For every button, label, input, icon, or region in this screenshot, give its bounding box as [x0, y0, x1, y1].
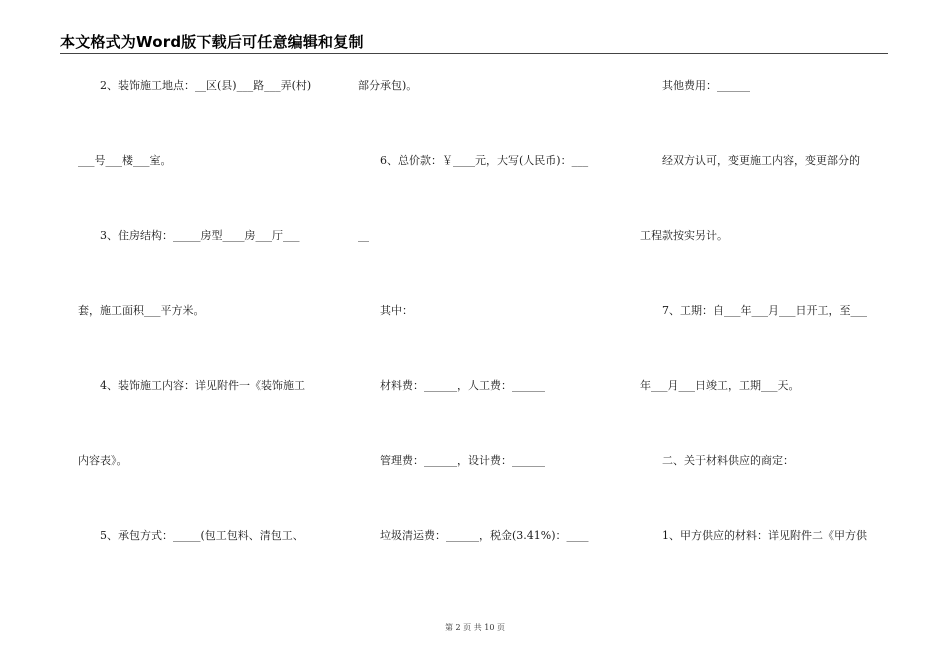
text-line: 2、装饰施工地点：__区(县)___路___弄(村) — [100, 79, 312, 92]
text-line: 其他费用：______ — [662, 79, 750, 92]
text-line: 套，施工面积___平方米。 — [78, 304, 205, 317]
page-header — [60, 31, 888, 54]
text-line: 二、关于材料供应的商定： — [662, 454, 794, 467]
text-line: 工程款按实另计。 — [640, 229, 728, 242]
text-line: 1、甲方供应的材料：详见附件二《甲方供 — [662, 529, 867, 542]
text-line: 材料费：______，人工费：______ — [380, 379, 545, 392]
text-line: 7、工期：自___年___月___日开工，至___ — [662, 304, 867, 317]
text-line: 5、承包方式：_____(包工包料、清包工、 — [100, 529, 304, 542]
page-number: 第 2 页 共 10 页 — [445, 623, 505, 632]
text-line: 3、住房结构：_____房型____房___厅___ — [100, 229, 300, 242]
text-line: 经双方认可，变更施工内容，变更部分的 — [662, 154, 860, 167]
text-line: 垃圾清运费：______，税金(3.41%)：____ — [380, 529, 589, 542]
text-line: 部分承包)。 — [358, 79, 418, 92]
text-line: ___号___楼___室。 — [78, 154, 172, 167]
text-line: 年___月___日竣工，工期___天。 — [640, 379, 800, 392]
text-line: 内容表》。 — [78, 454, 128, 467]
text-line: 4、装饰施工内容：详见附件一《装饰施工 — [100, 379, 305, 392]
text-line: 其中： — [380, 304, 413, 317]
text-line: 6、总价款：￥____元，大写(人民币)：___ — [380, 154, 589, 167]
text-line: __ — [358, 229, 369, 242]
document-title: 本文格式为Word版下载后可任意编辑和复制 — [60, 33, 364, 51]
text-line: 管理费：______，设计费：______ — [380, 454, 545, 467]
